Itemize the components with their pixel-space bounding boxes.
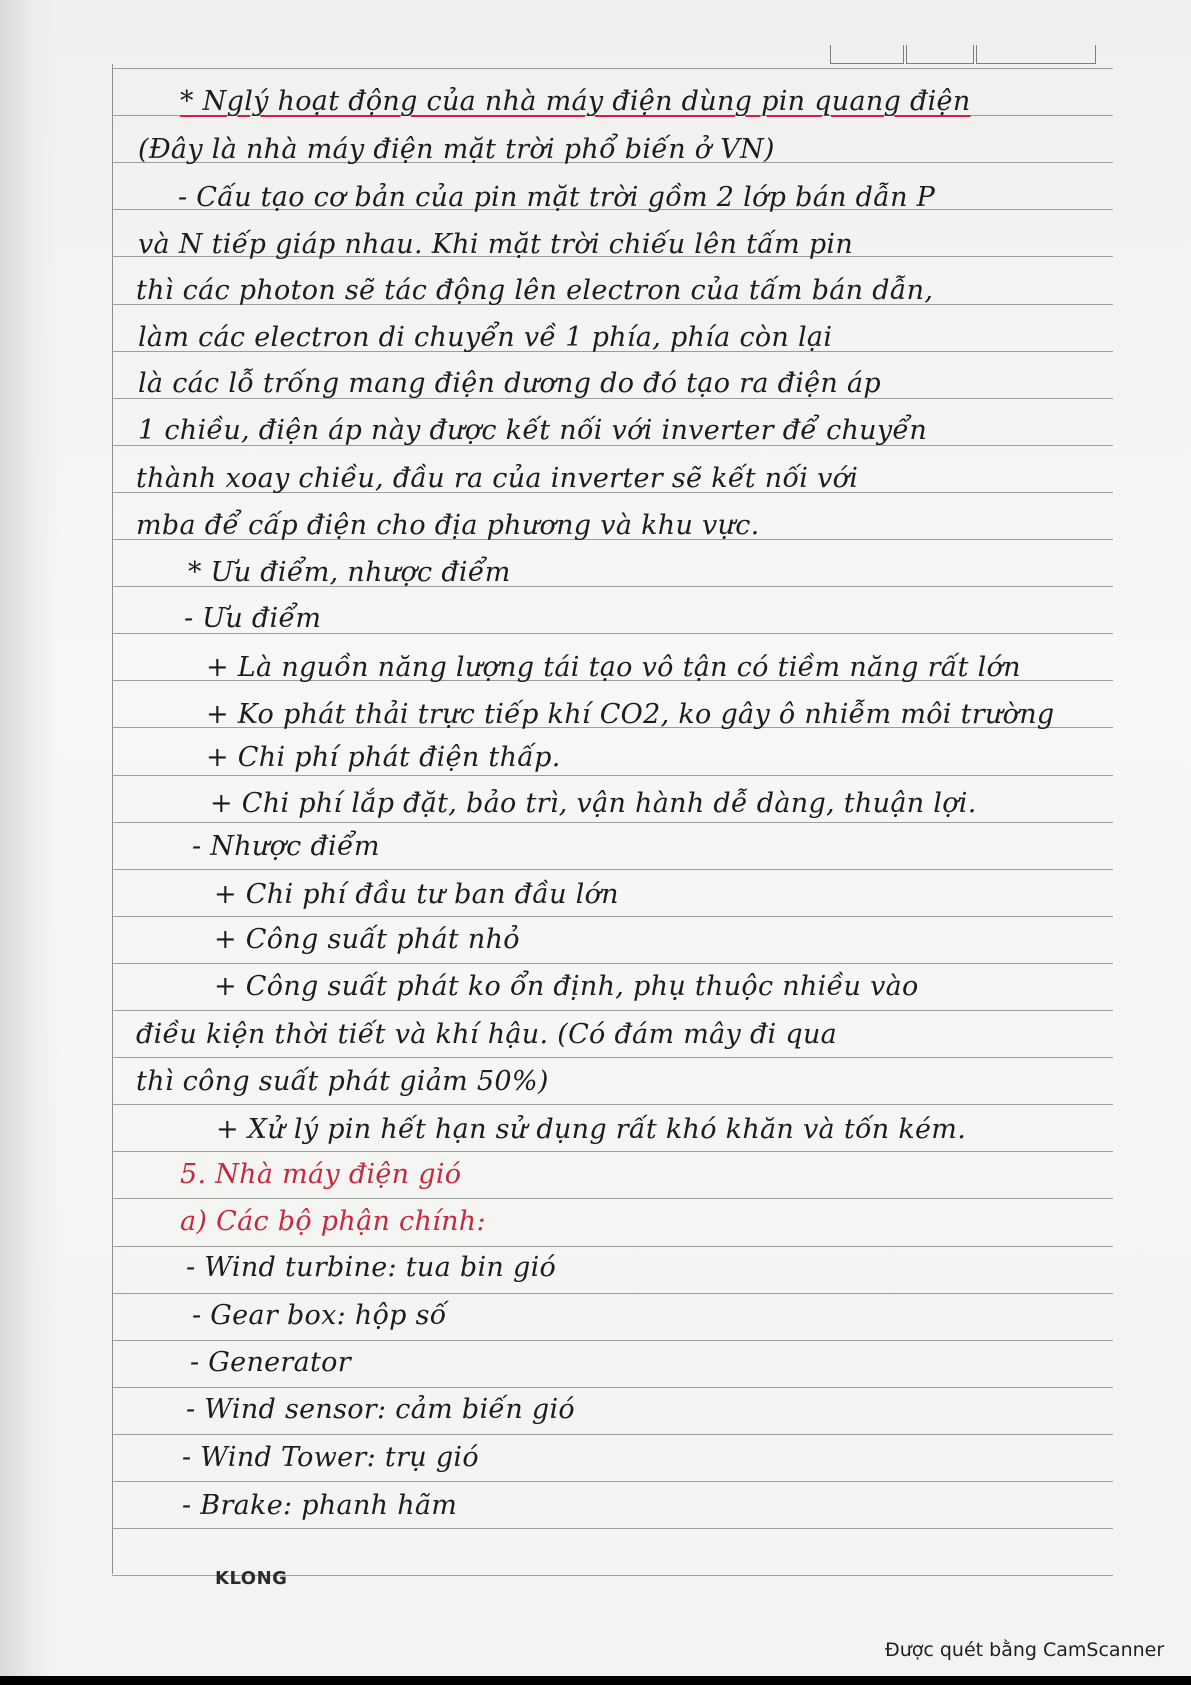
text-line: * Ưu điểm, nhược điểm xyxy=(188,557,511,588)
text-line: - Gear box: hộp số xyxy=(192,1300,447,1331)
text-line: + Ko phát thải trực tiếp khí CO2, ko gây ô nhiễm môi trường xyxy=(206,699,1055,730)
scan-bottom-edge xyxy=(0,1676,1191,1685)
text-line: (Đây là nhà máy điện mặt trời phổ biến ở VN) xyxy=(138,134,775,165)
text-line: + Chi phí đầu tư ban đầu lớn xyxy=(214,879,619,910)
text-line: - Wind sensor: cảm biến gió xyxy=(186,1394,575,1425)
text-line: + Công suất phát nhỏ xyxy=(214,924,520,955)
text-line: thì các photon sẽ tác động lên electron của tấm bán dẫn, xyxy=(136,275,934,306)
text-line: làm các electron di chuyển về 1 phía, phía còn lại xyxy=(138,322,833,353)
text-line: - Ưu điểm xyxy=(184,603,322,634)
text-line: thì công suất phát giảm 50%) xyxy=(136,1066,549,1097)
text-line: - Nhược điểm xyxy=(192,831,380,862)
text-line: + Chi phí lắp đặt, bảo trì, vận hành dễ dàng, thuận lợi. xyxy=(210,788,977,819)
text-line: - Brake: phanh hãm xyxy=(182,1490,458,1521)
text-line: điều kiện thời tiết và khí hậu. (Có đám mây đi qua xyxy=(136,1019,838,1050)
text-line: là các lỗ trống mang điện dương do đó tạo ra điện áp xyxy=(138,368,881,399)
text-line: - Wind Tower: trụ gió xyxy=(182,1442,479,1473)
text-line: + Công suất phát ko ổn định, phụ thuộc nhiều vào xyxy=(214,971,919,1002)
text-line: - Wind turbine: tua bin gió xyxy=(186,1252,557,1283)
text-line: - Cấu tạo cơ bản của pin mặt trời gồm 2 lớp bán dẫn P xyxy=(178,182,936,213)
section-heading: 5. Nhà máy điện gió xyxy=(180,1159,462,1190)
text-line: + Xử lý pin hết hạn sử dụng rất khó khăn và tốn kém. xyxy=(216,1114,967,1145)
text-line: thành xoay chiều, đầu ra của inverter sẽ kết nối với xyxy=(136,463,859,494)
scanner-watermark: Được quét bằng CamScanner xyxy=(885,1639,1165,1661)
text-line: và N tiếp giáp nhau. Khi mặt trời chiếu lên tấm pin xyxy=(138,229,854,260)
text-line: mba để cấp điện cho địa phương và khu vực. xyxy=(136,510,760,541)
text-line: + Chi phí phát điện thấp. xyxy=(206,742,561,773)
heading-line: * Nglý hoạt động của nhà máy điện dùng pin quang điện xyxy=(180,86,971,117)
text-line: - Generator xyxy=(190,1347,351,1378)
text-line: 1 chiều, điện áp này được kết nối với inverter để chuyển xyxy=(138,415,928,446)
text-line: + Là nguồn năng lượng tái tạo vô tận có tiềm năng rất lớn xyxy=(206,652,1021,683)
brand-logo: KLONG xyxy=(215,1568,288,1589)
subsection-heading: a) Các bộ phận chính: xyxy=(180,1206,486,1237)
